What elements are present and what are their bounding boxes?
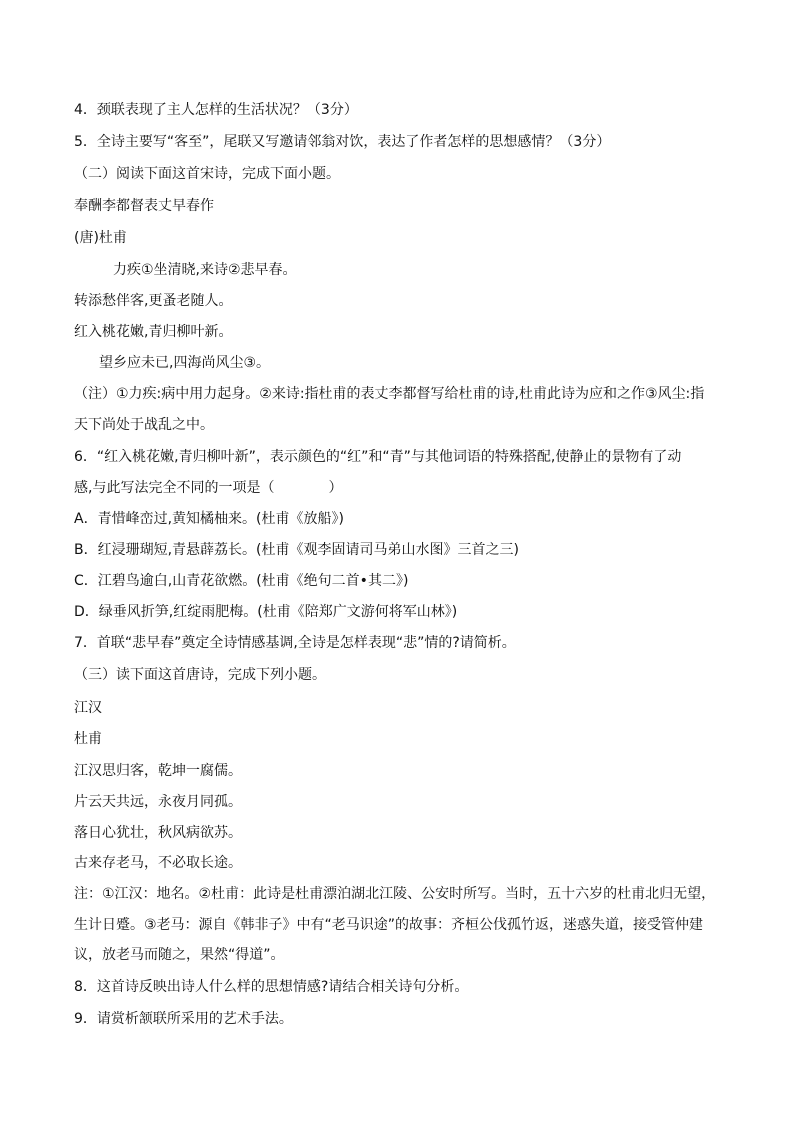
poem-2-line-4: 古来存老马，不必取长途。: [74, 855, 242, 871]
poem-1-author: (唐)杜甫: [74, 230, 127, 246]
question-5: 5．全诗主要写“客至”，尾联又写邀请邻翁对饮，表达了作者怎样的思想感情？（3分）: [74, 134, 611, 150]
poem-1-note-line-1: （注）①力疾:病中用力起身。②来诗:指杜甫的表丈李都督写给杜甫的诗,杜甫此诗为应和之作③风尘:指: [74, 386, 705, 402]
section-2-instruction: （二）阅读下面这首宋诗，完成下面小题。: [74, 166, 340, 182]
question-9: 9．请赏析颔联所采用的艺术手法。: [74, 1011, 293, 1027]
poem-2-note-line-1: 注：①江汉：地名。②杜甫：此诗是杜甫漂泊湖北江陵、公安时所写。当时，五十六岁的杜甫北归无望，: [74, 886, 716, 902]
question-6-line-2: [74, 478, 754, 498]
question-7: 7．首联“悲早春”奠定全诗情感基调,全诗是怎样表现“悲”情的?请简析。: [74, 635, 516, 651]
poem-2-title: 江汉: [74, 700, 102, 716]
poem-2-line-2: 片云天共远，永夜月同孤。: [74, 794, 242, 810]
option-b: B．红浸珊瑚短,青悬薜荔长。(杜甫《观李固请司马弟山水图》三首之三): [74, 542, 519, 558]
section-3-instruction: （三）读下面这首唐诗，完成下列小题。: [74, 667, 326, 683]
question-4: 4．颈联表现了主人怎样的生活状况？（3分）: [74, 102, 358, 118]
question-8: 8．这首诗反映出诗人什么样的思想情感?请结合相关诗句分析。: [74, 979, 469, 995]
poem-1-line-2: 转添愁伴客,更蚤老随人。: [74, 293, 233, 309]
poem-1-line-4: 望乡应未已,四海尚风尘③。: [99, 355, 271, 371]
poem-1-note-line-2: 天下尚处于战乱之中。: [74, 417, 214, 433]
poem-1-line-1: 力疾①坐清晓,来诗②悲早春。: [113, 262, 297, 278]
poem-1-title: 奉酬李都督表丈早春作: [74, 198, 214, 214]
question-6-line-1: 6．“红入桃花嫩,青归柳叶新”，表示颜色的“红”和“青”与其他词语的特殊搭配,使静止的景物有了动: [74, 449, 682, 465]
poem-2-author: 杜甫: [74, 731, 102, 747]
poem-1-line-3: 红入桃花嫩,青归柳叶新。: [74, 324, 233, 340]
poem-2-note-line-2: 生计日蹙。③老马：源自《韩非子》中有“老马识途”的故事：齐桓公伐孤竹返，迷惑失道，接受管仲建: [74, 917, 704, 933]
poem-2-line-1: 江汉思归客，乾坤一腐儒。: [74, 763, 242, 779]
poem-2-note-line-3: 议，放老马而随之，果然“得道”。: [74, 947, 285, 963]
option-d: D．绿垂风折笋,红绽雨肥梅。(杜甫《陪郑广文游何将军山林》): [74, 604, 458, 620]
option-a: A．青惜峰峦过,黄知橘柚来。(杜甫《放船》): [74, 511, 344, 527]
question-6-stem-end: ）: [328, 480, 343, 496]
question-6-stem: 感,与此写法完全不同的一项是（: [74, 480, 275, 496]
option-c: C．江碧鸟逾白,山青花欲燃。(杜甫《绝句二首•其二》): [74, 573, 409, 589]
poem-2-line-3: 落日心犹壮，秋风病欲苏。: [74, 825, 242, 841]
